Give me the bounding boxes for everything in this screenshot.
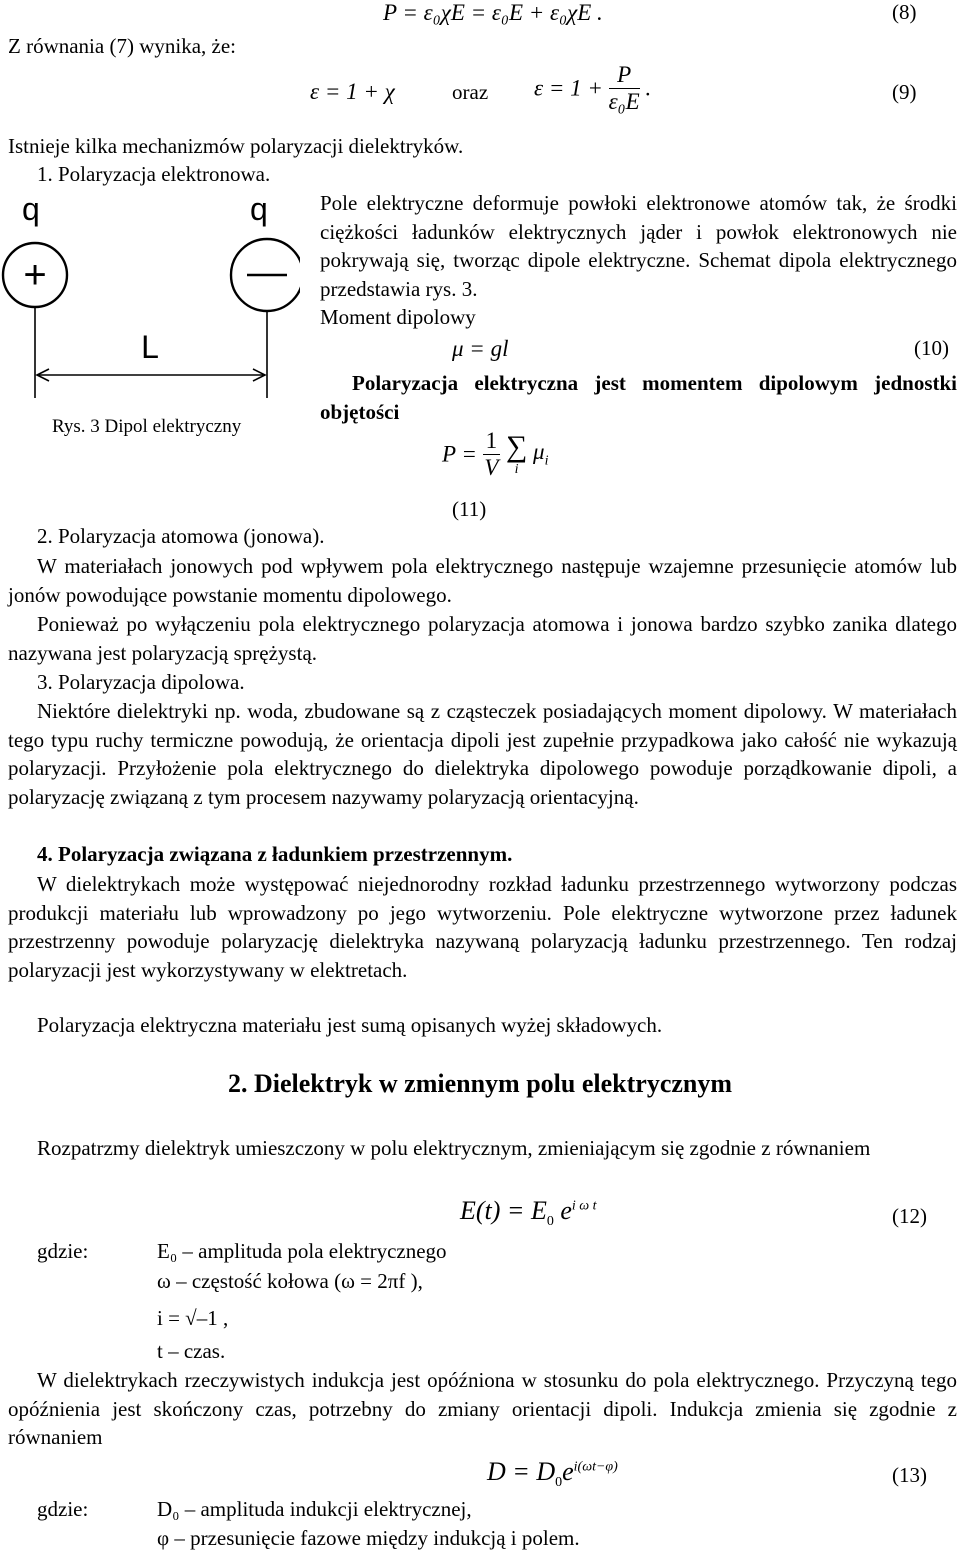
- plus-icon: +: [23, 253, 47, 297]
- eq11-frac-num: 1: [483, 428, 501, 455]
- eq9-oraz: oraz: [452, 80, 489, 104]
- eq11-frac-den: V: [484, 455, 499, 480]
- section3-heading: 3. Polaryzacja dipolowa.: [37, 670, 245, 694]
- eq11-mu: [533, 439, 549, 469]
- eq11-number: (11): [452, 497, 487, 521]
- section4-paragraph: W dielektrykach może występować niejednorodny rozkład ładunku przestrzennego wytworzony podczas produkcji materiału lub wprowadzony po jego wytworzeniu. Pole elektryczne wytworzone przez ładunek przestrzenny powoduje polaryzację dielektryka nazywaną polaryzacją ładunku przestrzennego. Ten rodzaj polaryzacji jest wykorzystywany w elektretach.: [8, 872, 957, 982]
- eq9-left: ε = 1 + χ: [310, 79, 395, 104]
- eq11-lhs: P =: [442, 441, 477, 467]
- eq9-period: .: [645, 75, 652, 101]
- section2-paragraph-1: W materiałach jonowych pod wpływem pola elektrycznego następuje wzajemne przesunięcie atomów lub jonów powodujące powstanie momentu dipolowego.: [8, 554, 957, 607]
- summary-text: Polaryzacja elektryczna materiału jest sumą opisanych wyżej składowych.: [37, 1013, 663, 1037]
- where2-item-amplitude: D₀ – amplituda indukcji elektrycznej,: [157, 1497, 472, 1521]
- eq12-sub: 0: [546, 1214, 554, 1230]
- eq10-formula: μ = gl: [452, 336, 509, 361]
- induction-paragraph: W dielektrykach rzeczywistych indukcja jest opóźniona w stosunku do pola elektrycznego. Przyczyną tego opóźnienia jest skończony czas, potrzebny do zmiany orientacji dipoli. Indukcja zmienia się zgodnie z równaniem: [8, 1368, 957, 1450]
- eq13-exp: i(ωt−φ): [573, 1459, 618, 1475]
- length-label: L: [141, 329, 159, 365]
- section2-heading: 2. Polaryzacja atomowa (jonowa).: [37, 524, 325, 548]
- where2-label: gdzie:: [37, 1497, 89, 1521]
- where1-label: gdzie:: [37, 1239, 89, 1263]
- eq11-formula: [442, 428, 548, 481]
- eq8-formula: P = ε₀χE = ε₀E + ε₀χE .: [383, 0, 603, 25]
- eq9-frac-num: P: [609, 62, 640, 89]
- eq13-lhs: D = D: [487, 1457, 556, 1486]
- polarization-definition: Polaryzacja elektryczna jest momentem dipolowym jednostki objętości: [320, 371, 957, 424]
- eq11-sum: [505, 429, 528, 478]
- section1-text: Pole elektryczne deformuje powłoki elektronowe atomów tak, że środki ciężkości ładunków elektrycznych jąder i powłok elektronowych nie pokrywają się, tworząc dipole elektryczne. Schemat dipola elektrycznego przedstawia rys. 3.: [320, 191, 957, 301]
- eq13-base: e: [562, 1457, 574, 1486]
- eq12-exp: i ω t: [571, 1198, 597, 1214]
- where1-item-amplitude: E₀ – amplituda pola elektrycznego: [157, 1239, 447, 1263]
- intro-mechanisms: Istnieje kilka mechanizmów polaryzacji dielektryków.: [8, 134, 464, 158]
- eq8-intro: Z równania (7) wynika, że:: [8, 34, 236, 58]
- eq12-base: e: [560, 1196, 572, 1225]
- eq13-number: (13): [892, 1463, 927, 1487]
- eq12-formula: [460, 1196, 597, 1230]
- chapter-intro: Rozpatrzmy dielektryk umieszczony w polu elektrycznym, zmieniającym się zgodnie z równaniem: [37, 1136, 871, 1160]
- eq9-number: (9): [892, 80, 917, 104]
- eq13-formula: [487, 1457, 618, 1491]
- sum-icon: ∑: [505, 429, 528, 463]
- dipole-figure: [0, 190, 300, 450]
- eq9-right: [534, 62, 651, 115]
- where1-item-time: t – czas.: [157, 1339, 226, 1363]
- charge-right-label: q: [250, 191, 268, 227]
- eq12-number: (12): [892, 1204, 927, 1228]
- section2-paragraph-2: Ponieważ po wyłączeniu pola elektrycznego polaryzacja atomowa i jonowa bardzo szybko zanika dlatego nazywana jest polaryzacją sprężystą.: [8, 612, 957, 665]
- eq12-lhs: E(t) = E: [460, 1196, 547, 1225]
- figure-caption: Rys. 3 Dipol elektryczny: [52, 416, 242, 437]
- eq10-number: (10): [914, 336, 949, 360]
- section1-heading: 1. Polaryzacja elektronowa.: [37, 162, 271, 186]
- dipole-moment-label: Moment dipolowy: [320, 305, 476, 329]
- eq11-fraction: [483, 428, 501, 481]
- eq8-number: (8): [892, 0, 917, 24]
- eq11-mu-symbol: μ: [533, 439, 545, 465]
- eq9-fraction: [609, 62, 640, 115]
- where1-item-imaginary: i = √–1 ,: [157, 1306, 229, 1330]
- section4-heading: 4. Polaryzacja związana z ładunkiem przestrzennym.: [37, 842, 513, 866]
- charge-left-label: q: [22, 191, 40, 227]
- eq11-sum-index: i: [514, 461, 519, 477]
- eq9-frac-den: ε₀E: [608, 89, 640, 114]
- section3-paragraph: Niektóre dielektryki np. woda, zbudowane są z cząsteczek posiadających moment dipolowy. W materiałach tego typu ruchy termiczne powodują, że orientacja dipoli jest zupełnie przypadkowa jako całość nie wykazują polaryzacji. Przyłożenie pola elektrycznego do dielektryka dipolowego powoduje porządkowanie dipoli, a polaryzację związaną z tym procesem nazywamy polaryzacją orientacyjną.: [8, 699, 957, 809]
- where2-item-phase: φ – przesunięcie fazowe między indukcją i polem.: [157, 1526, 580, 1550]
- chapter-heading: 2. Dielektryk w zmiennym polu elektrycznym: [227, 1069, 733, 1098]
- eq11-mu-sub: i: [544, 453, 549, 469]
- eq13-sub: 0: [555, 1475, 563, 1491]
- eq9-right-prefix: ε = 1 +: [534, 75, 603, 101]
- where1-item-omega: ω – częstość kołowa (ω = 2πf ),: [157, 1269, 423, 1293]
